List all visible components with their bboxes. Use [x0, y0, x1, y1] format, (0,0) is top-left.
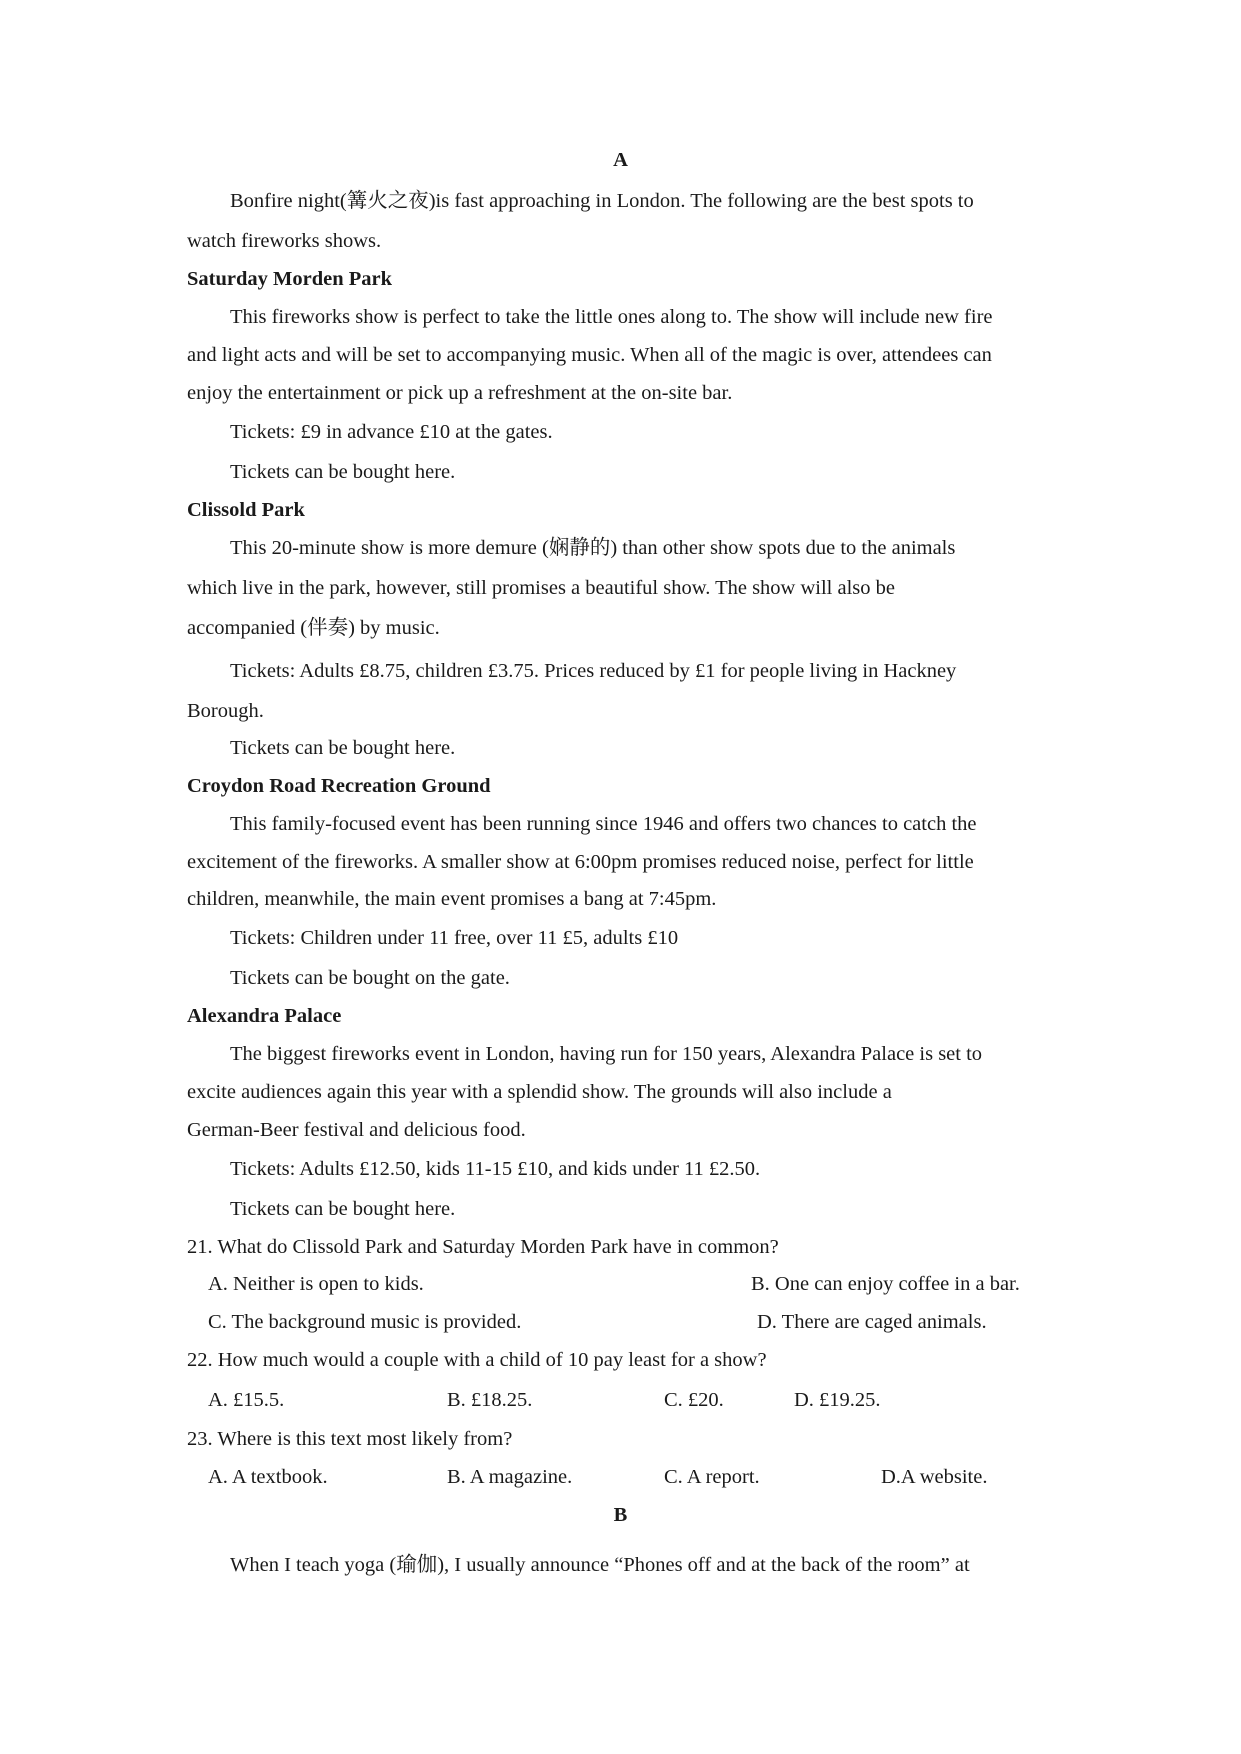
question-22-option-a: A. £15.5.: [208, 1389, 285, 1411]
spot-desc-line: The biggest fireworks event in London, having run for 150 years, Alexandra Palace is set to: [230, 1043, 983, 1065]
question-22-option-d: D. £19.25.: [794, 1389, 881, 1411]
spot-buy-text: Tickets can be bought here.: [230, 461, 456, 483]
spot-tickets: Tickets: £9 in advance £10 at the gates.: [230, 421, 553, 443]
section-a-heading: A: [613, 149, 628, 171]
spot-tickets: Borough.: [187, 700, 264, 722]
question-21-stem: 21. What do Clissold Park and Saturday Morden Park have in common?: [187, 1236, 779, 1258]
intro-line-1: Bonfire night(篝火之夜)is fast approaching in London. The following are the best spots to: [230, 190, 974, 212]
spot-title-croydon-road: Croydon Road Recreation Ground: [187, 775, 491, 797]
spot-desc-line: accompanied (伴奏) by music.: [187, 617, 440, 639]
spot-title-morden-park: Saturday Morden Park: [187, 268, 392, 290]
spot-desc-line: excite audiences again this year with a splendid show. The grounds will also include a: [187, 1081, 892, 1103]
spot-buy-text: Tickets can be bought here.: [230, 737, 456, 759]
question-22-option-c: C. £20.: [664, 1389, 724, 1411]
spot-tickets: Tickets: Children under 11 free, over 11 £5, adults £10: [230, 927, 679, 949]
spot-tickets: Tickets: Adults £12.50, kids 11-15 £10, and kids under 11 £2.50.: [230, 1158, 761, 1180]
question-22-stem: 22. How much would a couple with a child of 10 pay least for a show?: [187, 1349, 767, 1371]
question-21-option-a: A. Neither is open to kids.: [208, 1273, 424, 1295]
spot-desc-line: This family-focused event has been running since 1946 and offers two chances to catch the: [230, 813, 977, 835]
spot-buy-text: Tickets can be bought here.: [230, 1198, 456, 1220]
spot-desc-line: This fireworks show is perfect to take the little ones along to. The show will include new fire: [230, 306, 993, 328]
question-23-option-c: C. A report.: [664, 1466, 760, 1488]
spot-desc-line: excitement of the fireworks. A smaller show at 6:00pm promises reduced noise, perfect for little: [187, 851, 974, 873]
spot-tickets: Tickets: Adults £8.75, children £3.75. Prices reduced by £1 for people living in Hackney: [230, 660, 957, 682]
question-21-option-d: D. There are caged animals.: [757, 1311, 987, 1333]
question-21-option-b: B. One can enjoy coffee in a bar.: [751, 1273, 1020, 1295]
question-21-option-c: C. The background music is provided.: [208, 1311, 522, 1333]
question-23-option-b: B. A magazine.: [447, 1466, 573, 1488]
spot-buy-text: Tickets can be bought on the gate.: [230, 967, 510, 989]
question-23-option-d: D.A website.: [881, 1466, 988, 1488]
spot-title-alexandra-palace: Alexandra Palace: [187, 1005, 342, 1027]
spot-desc-line: This 20-minute show is more demure (娴静的) than other show spots due to the animals: [230, 537, 956, 559]
spot-desc-line: children, meanwhile, the main event promises a bang at 7:45pm.: [187, 888, 717, 910]
spot-desc-line: enjoy the entertainment or pick up a refreshment at the on-site bar.: [187, 382, 733, 404]
intro-line-2: watch fireworks shows.: [187, 230, 382, 252]
spot-desc-line: which live in the park, however, still promises a beautiful show. The show will also be: [187, 577, 896, 599]
section-b-heading: B: [613, 1504, 628, 1526]
section-b-first-line: When I teach yoga (瑜伽), I usually announce “Phones off and at the back of the room” at: [230, 1554, 970, 1576]
spot-desc-line: German-Beer festival and delicious food.: [187, 1119, 526, 1141]
spot-desc-line: and light acts and will be set to accompanying music. When all of the magic is over, attendees can: [187, 344, 992, 366]
spot-title-clissold-park: Clissold Park: [187, 499, 305, 521]
question-22-option-b: B. £18.25.: [447, 1389, 533, 1411]
question-23-option-a: A. A textbook.: [208, 1466, 328, 1488]
question-23-stem: 23. Where is this text most likely from?: [187, 1428, 513, 1450]
